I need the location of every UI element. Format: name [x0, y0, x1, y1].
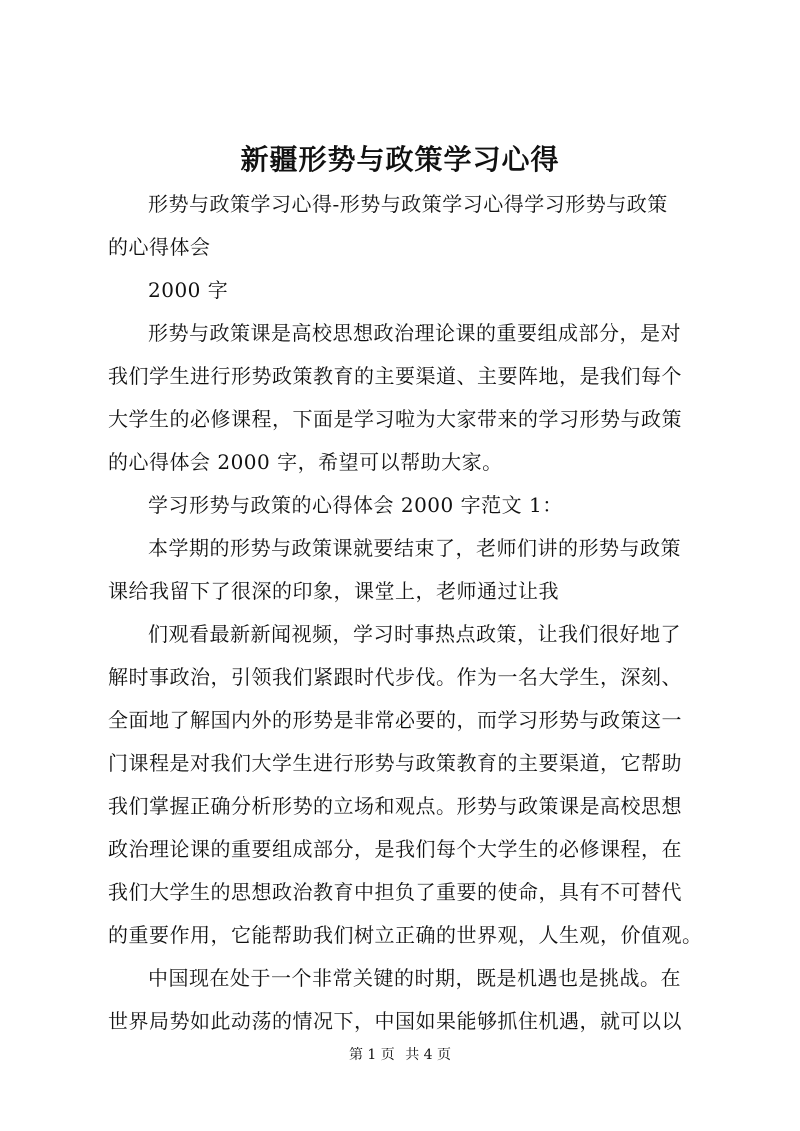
paragraph	[108, 613, 708, 957]
paragraph	[108, 312, 708, 484]
paragraph	[108, 269, 708, 312]
text-line: 大学生的必修课程，下面是学习啦为大家带来的学习形势与政策	[108, 407, 682, 431]
paragraph	[108, 183, 708, 269]
page-title: 新疆形势与政策学习心得	[240, 143, 560, 176]
text-line: 2000 字	[148, 278, 229, 302]
text-line: 形势与政策学习心得-形势与政策学习心得学习形势与政策	[148, 192, 668, 216]
text-line: 的心得体会 2000 字，希望可以帮助大家。	[108, 450, 503, 474]
text-line: 世界局势如此动荡的情况下，中国如果能够抓住机遇，就可以以	[108, 1009, 682, 1033]
text-line: 门课程是对我们大学生进行形势与政策教育的主要渠道，它帮助	[108, 751, 682, 775]
text-line: 本学期的形势与政策课就要结束了，老师们讲的形势与政策	[148, 536, 681, 560]
text-line: 的重要作用，它能帮助我们树立正确的世界观，人生观，价值观。	[108, 923, 703, 947]
text-line: 课给我留下了很深的印象，课堂上，老师通过让我	[108, 579, 559, 603]
text-line: 我们掌握正确分析形势的立场和观点。形势与政策课是高校思想	[108, 794, 682, 818]
page-number: 第 1 页	[348, 1047, 395, 1063]
page-footer	[0, 1045, 800, 1065]
paragraph	[108, 527, 708, 613]
text-line: 形势与政策课是高校思想政治理论课的重要组成部分，是对	[148, 321, 681, 345]
document-body	[108, 183, 708, 1043]
text-line: 我们大学生的思想政治教育中担负了重要的使命，具有不可替代	[108, 880, 682, 904]
paragraph	[108, 484, 708, 527]
text-line: 的心得体会	[108, 235, 211, 259]
paragraph	[108, 957, 708, 1043]
text-line: 们观看最新新闻视频，学习时事热点政策，让我们很好地了	[148, 622, 681, 646]
text-line: 解时事政治，引领我们紧跟时代步伐。作为一名大学生，深刻、	[108, 665, 682, 689]
text-line: 全面地了解国内外的形势是非常必要的，而学习形势与政策这一	[108, 708, 682, 732]
text-line: 我们学生进行形势政策教育的主要渠道、主要阵地，是我们每个	[108, 364, 682, 388]
text-line: 学习形势与政策的心得体会 2000 字范文 1：	[148, 493, 563, 517]
text-line: 政治理论课的重要组成部分，是我们每个大学生的必修课程，在	[108, 837, 682, 861]
text-line: 中国现在处于一个非常关键的时期，既是机遇也是挑战。在	[148, 966, 681, 990]
page-total: 共 4 页	[405, 1047, 452, 1063]
